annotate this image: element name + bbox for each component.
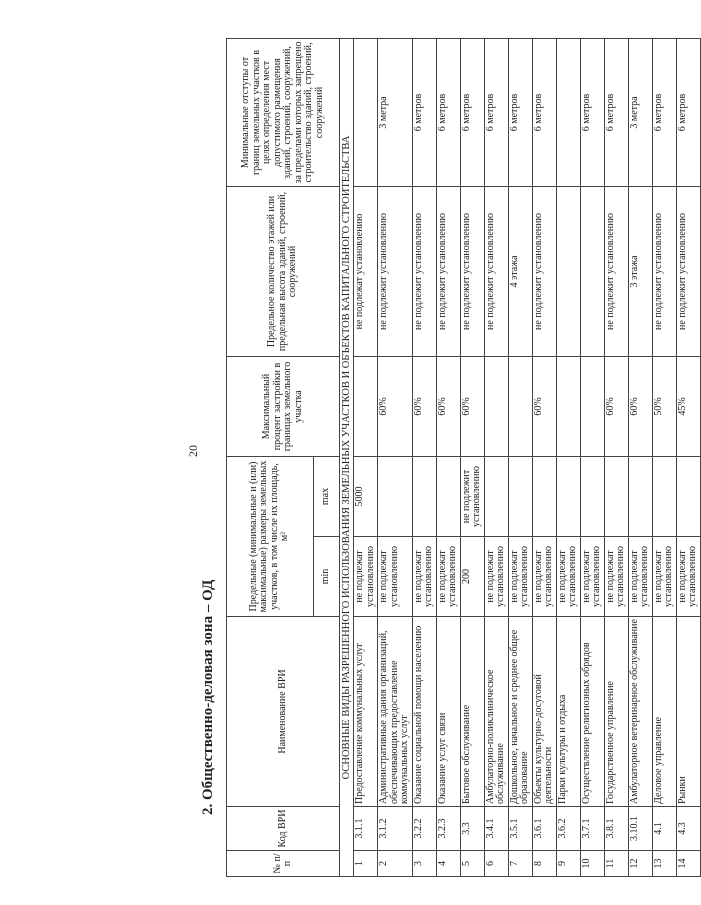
table-row — [556, 38, 580, 876]
cell-num: 7 — [508, 851, 532, 877]
header-name: Наименование ВРИ — [227, 617, 340, 807]
cell-floors: не подлежит установлению — [604, 186, 628, 356]
cell-pct: 60% — [436, 356, 460, 456]
cell-code: 3.7.1 — [580, 807, 604, 851]
cell-pct: 45% — [676, 356, 700, 456]
cell-setback: 6 метров — [532, 38, 556, 186]
cell-name: Объекты культурно-досуговой деятельности — [532, 617, 556, 807]
cell-min: не подлежат установлению — [628, 537, 652, 617]
cell-setback: 6 метров — [676, 38, 700, 186]
cell-pct — [354, 356, 378, 456]
cell-min: не подлежат установлению — [532, 537, 556, 617]
cell-name: Оказание социальной помощи населению — [412, 617, 436, 807]
section-row — [340, 38, 354, 876]
cell-max — [556, 456, 580, 536]
zone-heading: 2. Общественно-деловая зона – ОД — [200, 579, 216, 815]
cell-pct: 60% — [378, 356, 413, 456]
cell-code: 3.1.1 — [354, 807, 378, 851]
cell-max — [652, 456, 676, 536]
header-code: Код ВРИ — [227, 807, 340, 851]
cell-setback: 6 метров — [508, 38, 532, 186]
cell-pct: 50% — [652, 356, 676, 456]
page-number: 20 — [186, 445, 200, 457]
cell-code: 3.2.2 — [412, 807, 436, 851]
cell-num: 11 — [604, 851, 628, 877]
cell-max — [412, 456, 436, 536]
cell-min: не подлежат установлению — [508, 537, 532, 617]
cell-pct — [556, 356, 580, 456]
cell-code: 3.1.2 — [378, 807, 413, 851]
cell-name: Бытовое обслуживание — [460, 617, 484, 807]
cell-code: 4.1 — [652, 807, 676, 851]
table-row — [460, 38, 484, 876]
table-row — [628, 38, 652, 876]
cell-max: 5000 — [354, 456, 378, 536]
table-row — [436, 38, 460, 876]
cell-floors: не подлежит установлению — [652, 186, 676, 356]
cell-floors: не подлежит установлению — [676, 186, 700, 356]
cell-pct: 60% — [412, 356, 436, 456]
cell-pct — [508, 356, 532, 456]
cell-name: Оказание услуг связи — [436, 617, 460, 807]
cell-max — [378, 456, 413, 536]
cell-num: 6 — [484, 851, 508, 877]
cell-floors: не подлежит установлению — [532, 186, 556, 356]
cell-setback: 6 метров — [484, 38, 508, 186]
cell-max: не подлежит установлению — [460, 456, 484, 536]
cell-num: 12 — [628, 851, 652, 877]
cell-num: 10 — [580, 851, 604, 877]
zoning-table — [226, 38, 701, 877]
cell-max — [532, 456, 556, 536]
header-min: min — [313, 537, 339, 617]
table-row — [508, 38, 532, 876]
cell-min: не подлежат установлению — [354, 537, 378, 617]
cell-min: не подлежат установлению — [604, 537, 628, 617]
cell-max — [604, 456, 628, 536]
cell-code: 3.3 — [460, 807, 484, 851]
cell-min: не подлежат установлению — [556, 537, 580, 617]
table-row — [354, 38, 378, 876]
header-max: max — [313, 456, 339, 536]
cell-floors: не подлежат установлению — [354, 186, 378, 356]
cell-name: Осуществление религиозных обрядов — [580, 617, 604, 807]
cell-floors — [580, 186, 604, 356]
section-title: ОСНОВНЫЕ ВИДЫ РАЗРЕШЕННОГО ИСПОЛЬЗОВАНИЯ ЗЕМЕЛЬНЫХ УЧАСТКОВ И ОБЪЕКТОВ КАПИТАЛЬНОГО СТРОИТЕЛЬСТВА — [340, 38, 354, 876]
cell-floors: не подлежит установлению — [460, 186, 484, 356]
cell-floors: не подлежит установлению — [378, 186, 413, 356]
cell-setback — [556, 38, 580, 186]
cell-setback — [354, 38, 378, 186]
cell-pct: 60% — [532, 356, 556, 456]
cell-setback: 6 метров — [436, 38, 460, 186]
table-row — [378, 38, 413, 876]
cell-min: не подлежат установлению — [484, 537, 508, 617]
cell-min: 200 — [460, 537, 484, 617]
cell-min: не подлежат установлению — [436, 537, 460, 617]
cell-min: не подлежат установлению — [652, 537, 676, 617]
cell-name: Государственное управление — [604, 617, 628, 807]
cell-pct: 60% — [628, 356, 652, 456]
cell-code: 3.6.2 — [556, 807, 580, 851]
cell-name: Амбулаторно-поликлиническое обслуживание — [484, 617, 508, 807]
table-row — [604, 38, 628, 876]
cell-pct: 60% — [604, 356, 628, 456]
cell-code: 3.4.1 — [484, 807, 508, 851]
cell-setback: 6 метров — [652, 38, 676, 186]
cell-min: не подлежат установлению — [412, 537, 436, 617]
header-floors: Предельное количество этажей или предельная высота зданий, строений, сооружений — [227, 186, 340, 356]
cell-setback: 3 метра — [628, 38, 652, 186]
cell-floors — [556, 186, 580, 356]
cell-code: 4.3 — [676, 807, 700, 851]
cell-name: Парки культуры и отдыха — [556, 617, 580, 807]
cell-name: Предоставление коммунальных услуг — [354, 617, 378, 807]
table-row — [652, 38, 676, 876]
header-row — [227, 38, 314, 876]
cell-floors: 3 этажа — [628, 186, 652, 356]
cell-num: 1 — [354, 851, 378, 877]
cell-code: 3.8.1 — [604, 807, 628, 851]
cell-num: 9 — [556, 851, 580, 877]
cell-max — [676, 456, 700, 536]
table-row — [580, 38, 604, 876]
cell-num: 8 — [532, 851, 556, 877]
cell-max — [628, 456, 652, 536]
cell-name: Амбулаторное ветеринарное обслуживание — [628, 617, 652, 807]
cell-max — [436, 456, 460, 536]
table-row — [532, 38, 556, 876]
table-row — [676, 38, 700, 876]
cell-floors: 4 этажа — [508, 186, 532, 356]
header-num: № п/п — [227, 851, 340, 877]
cell-pct: 60% — [460, 356, 484, 456]
cell-max — [508, 456, 532, 536]
header-setback: Минимальные отступы от границ земельных участков в целях определения мест допустимого размещения зданий, строений, сооружений, за пределами которых запрещено строительство зданий, строений, сооружений — [227, 38, 340, 186]
cell-name: Рынки — [676, 617, 700, 807]
cell-min: не подлежат установлению — [676, 537, 700, 617]
cell-setback: 6 метров — [580, 38, 604, 186]
header-pct: Максимальный процент застройки в границах земельного участка — [227, 356, 340, 456]
header-size: Предельные (минимальные и (или) максимальные) размеры земельных участков, в том числе их площадь, м² — [227, 456, 314, 616]
cell-setback: 6 метров — [460, 38, 484, 186]
cell-code: 3.6.1 — [532, 807, 556, 851]
cell-setback: 6 метров — [604, 38, 628, 186]
cell-name: Дошкольное, начальное и среднее общее образование — [508, 617, 532, 807]
cell-code: 3.5.1 — [508, 807, 532, 851]
cell-min: не подлежат установлению — [580, 537, 604, 617]
cell-setback: 6 метров — [412, 38, 436, 186]
cell-num: 3 — [412, 851, 436, 877]
cell-pct — [484, 356, 508, 456]
table-row — [484, 38, 508, 876]
cell-floors: не подлежит установлению — [484, 186, 508, 356]
cell-num: 14 — [676, 851, 700, 877]
cell-code: 3.10.1 — [628, 807, 652, 851]
cell-pct — [580, 356, 604, 456]
cell-min: не подлежат установлению — [378, 537, 413, 617]
cell-name: Деловое управление — [652, 617, 676, 807]
cell-setback: 3 метра — [378, 38, 413, 186]
cell-num: 13 — [652, 851, 676, 877]
table-row — [412, 38, 436, 876]
cell-max — [580, 456, 604, 536]
cell-floors: не подлежит установлению — [412, 186, 436, 356]
cell-num: 4 — [436, 851, 460, 877]
cell-code: 3.2.3 — [436, 807, 460, 851]
cell-num: 2 — [378, 851, 413, 877]
cell-num: 5 — [460, 851, 484, 877]
cell-name: Административные здания организаций, обеспечивающих предоставление коммунальных услуг — [378, 617, 413, 807]
cell-floors: не подлежит установлению — [436, 186, 460, 356]
cell-max — [484, 456, 508, 536]
